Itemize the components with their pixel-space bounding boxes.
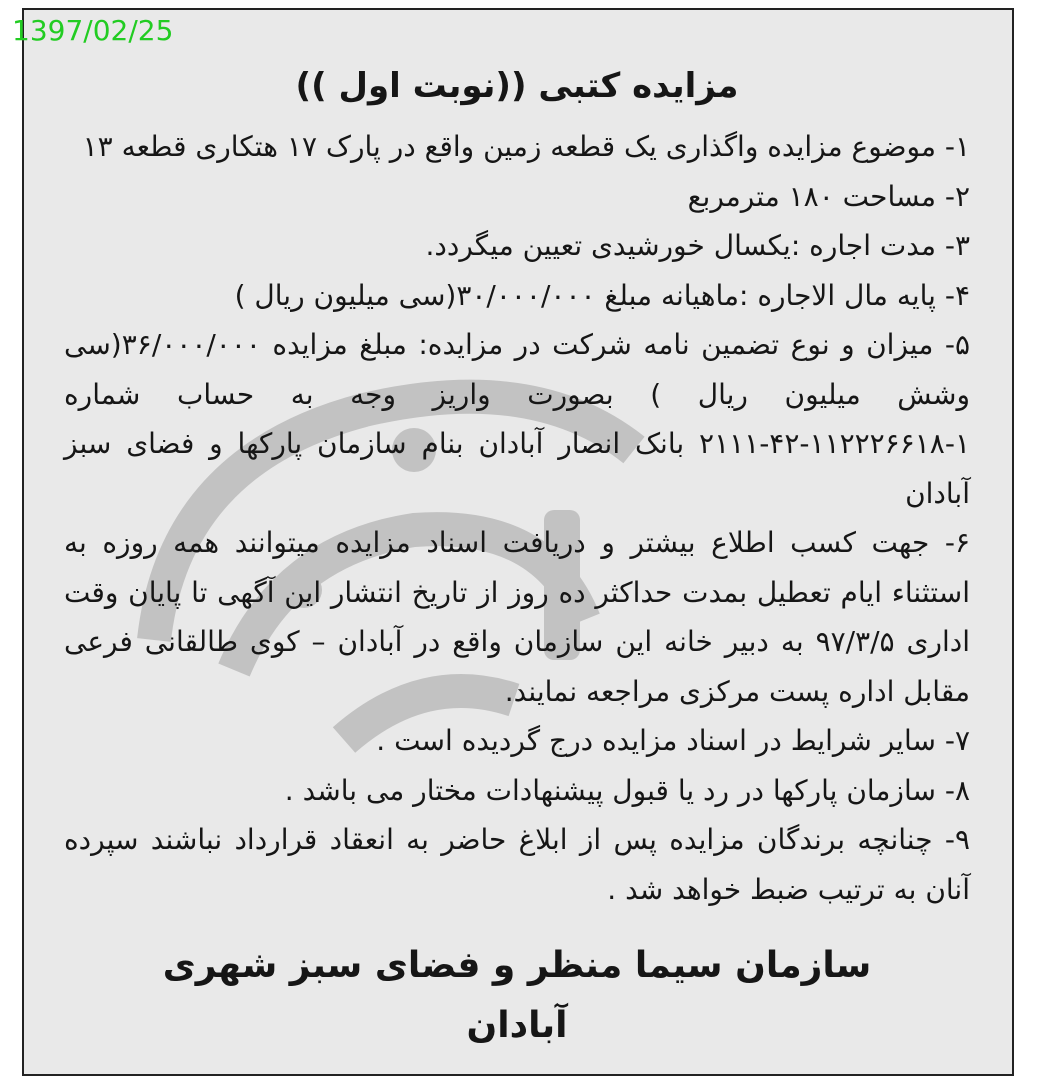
notice-signature	[64, 936, 970, 1056]
notice-item-5: ۵- میزان و نوع تضمین نامه شرکت در مزایده: مبلغ مزایده ۳۶/۰۰۰/۰۰۰(سی وشش میلیون ریال ) بصورت واریز وجه به حساب شماره ۱-۱۱۲۲۲۶۶۱۸-۴۲-۲۱۱۱ بانک انصار آبادان بنام سازمان پارکها و فضای سبز آبادان	[64, 328, 970, 510]
signature-city: آبادان	[466, 1005, 568, 1046]
notice-item-3: ۳- مدت اجاره :یکسال خورشیدی تعیین میگردد.	[425, 229, 970, 262]
notice-item-6: ۶- جهت کسب اطلاع بیشتر و دریافت اسناد مزایده میتوانند همه روزه به استثناء ایام تعطیل بمدت حداکثر ده روز از تاریخ انتشار این آگهی تا پایان وقت اداری ۹۷/۳/۵ به دبیر خانه این سازمان واقع در آبادان – کوی طالقانی فرعی مقابل اداره پست مرکزی مراجعه نمایند.	[64, 526, 970, 708]
notice-title: مزایده کتبی ((نوبت اول ))	[295, 66, 739, 106]
notice-content	[24, 64, 1012, 1056]
notice-item-1: ۱- موضوع مزایده واگذاری یک قطعه زمین واقع در پارک ۱۷ هتکاری قطعه ۱۳	[82, 130, 970, 163]
notice-item-9: ۹- چنانچه برندگان مزایده پس از ابلاغ حاضر به انعقاد قرارداد نباشند سپرده آنان به ترتیب ضبط خواهد شد .	[64, 823, 970, 906]
notice-item-7: ۷- سایر شرایط در اسناد مزایده درج گردیده است .	[376, 724, 970, 757]
notice-item-8: ۸- سازمان پارکها در رد یا قبول پیشنهادات مختار می باشد .	[284, 773, 970, 807]
notice-item-2: ۲- مساحت ۱۸۰ مترمربع	[687, 179, 970, 213]
notice-item-4: ۴- پایه مال الاجاره :ماهیانه مبلغ ۳۰/۰۰۰/۰۰۰(سی میلیون ریال )	[234, 278, 970, 312]
signature-organization: سازمان سیما منظر و فضای سبز شهری	[162, 945, 872, 986]
date-stamp: 1397/02/25	[12, 14, 174, 47]
notice-frame	[22, 8, 1014, 1076]
